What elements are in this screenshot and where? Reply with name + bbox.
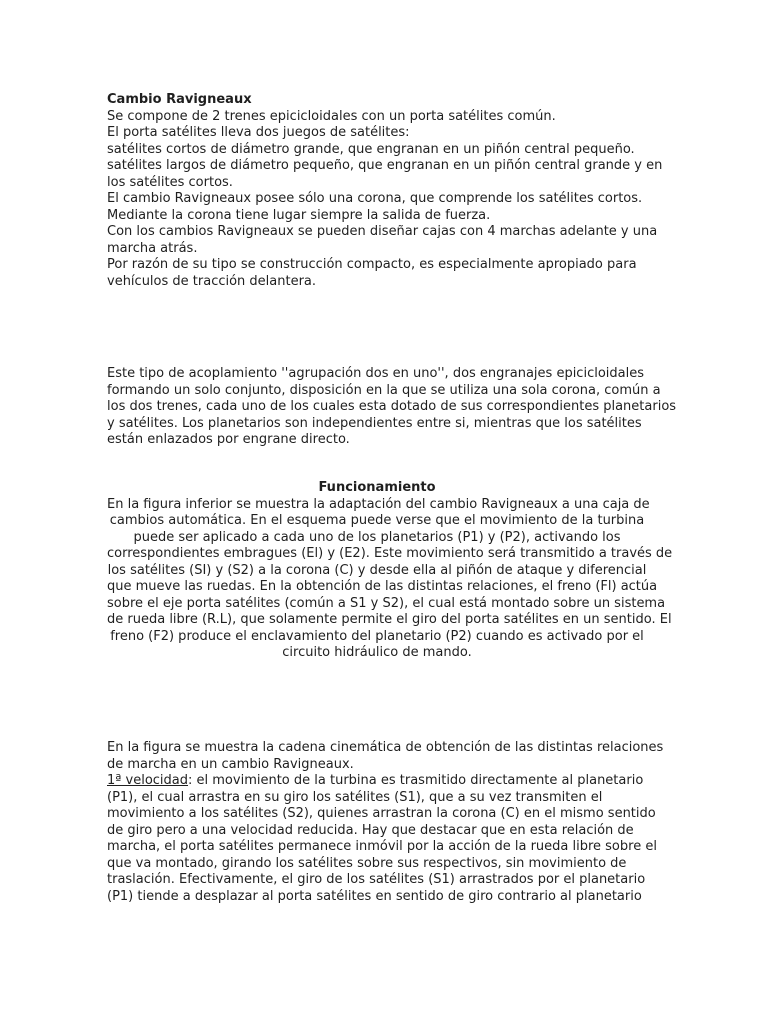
first-speed-label: 1ª velocidad: [107, 773, 189, 788]
text-line: marcha atrás.: [107, 240, 198, 256]
text-line: que va montado, girando los satélites sobre sus respectivos, sin movimiento de: [107, 855, 627, 871]
text-line: movimiento a los satélites (S2), quienes arrastran la corona (C) en el mismo sentido: [107, 806, 656, 821]
text-line: (P1), el cual arrastra en su giro los satélites (S1), que a su vez transmiten el: [107, 789, 603, 805]
section-cadena-cinematica: [107, 740, 663, 905]
section-cambio-ravigneaux: [107, 92, 662, 290]
text-line: correspondientes embragues (El) y (E2). Este movimiento será transmitido a través de: [107, 546, 673, 561]
text-line: y satélites. Los planetarios son independientes entre si, mientras que los satélites: [107, 415, 642, 431]
text-line: los satélites cortos.: [107, 174, 233, 190]
text-line: Con los cambios Ravigneaux se pueden diseñar cajas con 4 marchas adelante y una: [107, 224, 658, 239]
first-speed-text: : el movimiento de la turbina es trasmitido directamente al planetario: [188, 773, 644, 788]
text-line: los dos trenes, cada uno de los cuales esta dotado de sus correspondientes planetarios: [107, 399, 677, 414]
text-line: de giro pero a una velocidad reducida. Hay que destacar que en esta relación de: [107, 822, 634, 838]
text-line: Este tipo de acoplamiento ''agrupación dos en uno'', dos engranajes epicicloidales: [107, 366, 644, 381]
text-line: están enlazados por engrane directo.: [107, 432, 350, 447]
text-line: puede ser aplicado a cada uno de los planetarios (P1) y (P2), activando los: [133, 529, 621, 545]
text-line: circuito hidráulico de mando.: [282, 645, 472, 660]
text-line: de rueda libre (R.L), que solamente permite el giro del porta satélites en un sentido. El: [107, 612, 672, 627]
text-line: satélites largos de diámetro pequeño, que engranan en un piñón central grande y en: [107, 158, 663, 173]
text-line: En la figura inferior se muestra la adaptación del cambio Ravigneaux a una caja de: [107, 496, 650, 512]
text-line: traslación. Efectivamente, el giro de los satélites (S1) arrastrados por el planetario: [107, 872, 646, 887]
text-line: Mediante la corona tiene lugar siempre la salida de fuerza.: [107, 207, 491, 223]
text-line: cambios automática. En el esquema puede verse que el movimiento de la turbina: [109, 513, 645, 528]
text-line: de marcha en un cambio Ravigneaux.: [107, 756, 354, 772]
section-funcionamiento: [107, 480, 673, 662]
text-line: formando un solo conjunto, disposición en la que se utiliza una sola corona, común a: [107, 382, 661, 398]
first-speed-line: [107, 773, 663, 790]
text-line: marcha, el porta satélites permanece inmóvil por la acción de la rueda libre sobre el: [107, 839, 657, 854]
text-line: El cambio Ravigneaux posee sólo una corona, que comprende los satélites cortos.: [107, 191, 643, 206]
text-line: vehículos de tracción delantera.: [107, 273, 317, 289]
text-line: En la figura se muestra la cadena cinemática de obtención de las distintas relaciones: [107, 740, 664, 755]
text-line: El porta satélites lleva dos juegos de satélites:: [107, 125, 410, 140]
text-line: Se compone de 2 trenes epicicloidales con un porta satélites común.: [107, 108, 556, 124]
text-line: (P1) tiende a desplazar al porta satélites en sentido de giro contrario al planetario: [107, 888, 642, 904]
section-title: Cambio Ravigneaux: [107, 92, 252, 107]
section-acoplamiento: [107, 366, 676, 449]
text-line: los satélites (SI) y (S2) a la corona (C) y desde ella al piñón de ataque y diferencial: [107, 562, 647, 578]
text-line: sobre el eje porta satélites (común a S1 y S2), el cual está montado sobre un sistema: [107, 595, 666, 611]
text-line: Por razón de su tipo se construcción compacto, es especialmente apropiado para: [107, 257, 637, 272]
text-line: satélites cortos de diámetro grande, que engranan en un piñón central pequeño.: [107, 141, 635, 157]
text-line: que mueve las ruedas. En la obtención de las distintas relaciones, el freno (Fl) actúa: [107, 579, 658, 594]
section-title: Funcionamiento: [318, 480, 436, 495]
text-line: freno (F2) produce el enclavamiento del planetario (P2) cuando es activado por el: [110, 628, 644, 644]
